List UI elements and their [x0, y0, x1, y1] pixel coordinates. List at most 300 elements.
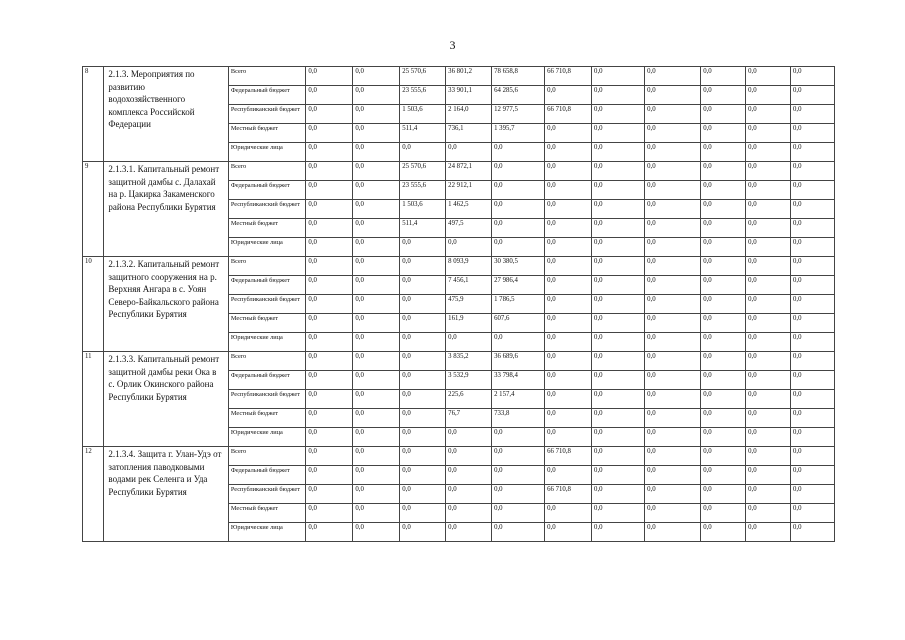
funding-source: Юридические лица [228, 428, 306, 447]
value-cell: 22 912,1 [446, 181, 492, 200]
value-cell: 0,0 [645, 428, 701, 447]
value-cell: 0,0 [446, 238, 492, 257]
value-cell: 607,6 [492, 314, 545, 333]
value-cell: 0,0 [446, 504, 492, 523]
value-cell: 161,9 [446, 314, 492, 333]
value-cell: 1 462,5 [446, 200, 492, 219]
value-cell: 0,0 [592, 162, 645, 181]
value-cell: 0,0 [353, 181, 400, 200]
value-cell: 0,0 [592, 409, 645, 428]
value-cell: 0,0 [306, 257, 353, 276]
value-cell: 0,0 [701, 143, 746, 162]
value-cell: 0,0 [701, 219, 746, 238]
value-cell: 0,0 [492, 219, 545, 238]
value-cell: 1 503,6 [400, 105, 446, 124]
measure-name: 2.1.3.4. Защита г. Улан-Удэ от затопления паводковыми водами рек Селенга и Уда Республики Бурятия [104, 447, 228, 542]
value-cell: 0,0 [592, 295, 645, 314]
row-number: 12 [83, 447, 104, 542]
value-cell: 0,0 [592, 428, 645, 447]
value-cell: 0,0 [592, 333, 645, 352]
value-cell: 0,0 [306, 162, 353, 181]
value-cell: 0,0 [645, 333, 701, 352]
value-cell: 0,0 [545, 219, 592, 238]
value-cell: 0,0 [353, 295, 400, 314]
value-cell: 0,0 [400, 485, 446, 504]
value-cell: 0,0 [353, 504, 400, 523]
value-cell: 0,0 [701, 67, 746, 86]
value-cell: 0,0 [790, 314, 834, 333]
value-cell: 0,0 [746, 219, 791, 238]
value-cell: 0,0 [400, 428, 446, 447]
value-cell: 0,0 [645, 409, 701, 428]
value-cell: 0,0 [645, 200, 701, 219]
value-cell: 0,0 [545, 124, 592, 143]
value-cell: 0,0 [545, 276, 592, 295]
value-cell: 7 456,1 [446, 276, 492, 295]
row-number: 10 [83, 257, 104, 352]
value-cell: 0,0 [592, 371, 645, 390]
value-cell: 0,0 [545, 143, 592, 162]
funding-source: Республиканский бюджет [228, 295, 306, 314]
measure-name: 2.1.3.1. Капитальный ремонт защитной дамбы с. Далахай на р. Цакирка Закаменского района Республики Бурятия [104, 162, 228, 257]
value-cell: 0,0 [592, 466, 645, 485]
value-cell: 0,0 [592, 504, 645, 523]
value-cell: 0,0 [645, 371, 701, 390]
value-cell: 0,0 [545, 295, 592, 314]
value-cell: 0,0 [592, 238, 645, 257]
value-cell: 0,0 [701, 352, 746, 371]
value-cell: 0,0 [645, 314, 701, 333]
value-cell: 0,0 [701, 257, 746, 276]
value-cell: 0,0 [701, 295, 746, 314]
value-cell: 736,1 [446, 124, 492, 143]
value-cell: 0,0 [790, 181, 834, 200]
value-cell: 0,0 [790, 67, 834, 86]
value-cell: 12 977,5 [492, 105, 545, 124]
value-cell: 0,0 [592, 143, 645, 162]
value-cell: 0,0 [400, 352, 446, 371]
value-cell: 25 570,6 [400, 162, 446, 181]
value-cell: 0,0 [645, 447, 701, 466]
value-cell: 23 555,6 [400, 86, 446, 105]
funding-source: Всего [228, 352, 306, 371]
value-cell: 1 395,7 [492, 124, 545, 143]
value-cell: 0,0 [592, 523, 645, 542]
value-cell: 0,0 [790, 409, 834, 428]
table-row [83, 67, 835, 86]
value-cell: 0,0 [790, 447, 834, 466]
value-cell: 0,0 [790, 238, 834, 257]
value-cell: 0,0 [306, 485, 353, 504]
value-cell: 36 689,6 [492, 352, 545, 371]
value-cell: 0,0 [746, 257, 791, 276]
value-cell: 0,0 [400, 466, 446, 485]
funding-source: Местный бюджет [228, 124, 306, 143]
value-cell: 0,0 [790, 162, 834, 181]
value-cell: 0,0 [545, 314, 592, 333]
value-cell: 0,0 [645, 390, 701, 409]
value-cell: 0,0 [492, 504, 545, 523]
value-cell: 23 555,6 [400, 181, 446, 200]
funding-source: Местный бюджет [228, 504, 306, 523]
funding-source: Республиканский бюджет [228, 485, 306, 504]
value-cell: 0,0 [306, 67, 353, 86]
value-cell: 0,0 [306, 428, 353, 447]
value-cell: 66 710,8 [545, 105, 592, 124]
measure-name: 2.1.3. Мероприятия по развитию водохозяйственного комплекса Российской Федерации [104, 67, 228, 162]
value-cell: 0,0 [746, 409, 791, 428]
value-cell: 0,0 [446, 485, 492, 504]
value-cell: 0,0 [746, 181, 791, 200]
value-cell: 0,0 [353, 485, 400, 504]
value-cell: 0,0 [400, 257, 446, 276]
value-cell: 0,0 [306, 276, 353, 295]
value-cell: 0,0 [790, 124, 834, 143]
value-cell: 0,0 [645, 67, 701, 86]
value-cell: 0,0 [306, 390, 353, 409]
value-cell: 0,0 [645, 219, 701, 238]
value-cell: 0,0 [790, 276, 834, 295]
value-cell: 0,0 [400, 390, 446, 409]
funding-source: Всего [228, 257, 306, 276]
value-cell: 0,0 [746, 371, 791, 390]
value-cell: 0,0 [353, 390, 400, 409]
value-cell: 0,0 [306, 447, 353, 466]
value-cell: 0,0 [645, 86, 701, 105]
value-cell: 0,0 [701, 333, 746, 352]
value-cell: 0,0 [746, 333, 791, 352]
value-cell: 0,0 [790, 371, 834, 390]
value-cell: 2 157,4 [492, 390, 545, 409]
value-cell: 0,0 [592, 105, 645, 124]
value-cell: 0,0 [790, 428, 834, 447]
value-cell: 0,0 [545, 86, 592, 105]
value-cell: 0,0 [446, 428, 492, 447]
value-cell: 0,0 [746, 352, 791, 371]
value-cell: 0,0 [790, 504, 834, 523]
value-cell: 0,0 [701, 181, 746, 200]
funding-source: Республиканский бюджет [228, 105, 306, 124]
value-cell: 0,0 [701, 504, 746, 523]
value-cell: 0,0 [400, 314, 446, 333]
value-cell: 0,0 [746, 143, 791, 162]
value-cell: 0,0 [592, 257, 645, 276]
value-cell: 0,0 [790, 466, 834, 485]
budget-table [82, 66, 835, 542]
value-cell: 0,0 [353, 105, 400, 124]
funding-source: Всего [228, 162, 306, 181]
table-row [83, 447, 835, 466]
value-cell: 33 798,4 [492, 371, 545, 390]
value-cell: 0,0 [592, 219, 645, 238]
value-cell: 0,0 [746, 162, 791, 181]
value-cell: 0,0 [446, 523, 492, 542]
value-cell: 0,0 [306, 238, 353, 257]
value-cell: 0,0 [545, 333, 592, 352]
row-number: 8 [83, 67, 104, 162]
value-cell: 0,0 [492, 143, 545, 162]
value-cell: 0,0 [545, 428, 592, 447]
value-cell: 0,0 [400, 295, 446, 314]
value-cell: 0,0 [790, 86, 834, 105]
value-cell: 2 164,0 [446, 105, 492, 124]
value-cell: 0,0 [353, 124, 400, 143]
value-cell: 0,0 [446, 447, 492, 466]
value-cell: 0,0 [790, 295, 834, 314]
value-cell: 0,0 [353, 523, 400, 542]
value-cell: 0,0 [400, 276, 446, 295]
funding-source: Федеральный бюджет [228, 466, 306, 485]
value-cell: 0,0 [545, 238, 592, 257]
value-cell: 0,0 [306, 124, 353, 143]
value-cell: 33 901,1 [446, 86, 492, 105]
funding-source: Юридические лица [228, 143, 306, 162]
value-cell: 0,0 [746, 295, 791, 314]
value-cell: 0,0 [746, 124, 791, 143]
value-cell: 0,0 [701, 409, 746, 428]
value-cell: 0,0 [701, 314, 746, 333]
value-cell: 0,0 [306, 314, 353, 333]
value-cell: 0,0 [790, 352, 834, 371]
value-cell: 0,0 [306, 352, 353, 371]
value-cell: 0,0 [746, 314, 791, 333]
value-cell: 0,0 [592, 276, 645, 295]
value-cell: 0,0 [492, 238, 545, 257]
value-cell: 0,0 [592, 352, 645, 371]
value-cell: 0,0 [400, 504, 446, 523]
value-cell: 0,0 [645, 352, 701, 371]
value-cell: 497,5 [446, 219, 492, 238]
value-cell: 0,0 [701, 390, 746, 409]
value-cell: 0,0 [645, 466, 701, 485]
value-cell: 0,0 [353, 143, 400, 162]
value-cell: 0,0 [746, 105, 791, 124]
value-cell: 0,0 [701, 124, 746, 143]
table-row [83, 257, 835, 276]
value-cell: 0,0 [400, 523, 446, 542]
value-cell: 66 710,8 [545, 447, 592, 466]
value-cell: 0,0 [353, 67, 400, 86]
measure-name: 2.1.3.2. Капитальный ремонт защитного сооружения на р. Верхняя Ангара в с. Уоян Северо-Байкальского района Республики Бурятия [104, 257, 228, 352]
value-cell: 0,0 [306, 181, 353, 200]
value-cell: 0,0 [746, 86, 791, 105]
value-cell: 0,0 [400, 447, 446, 466]
value-cell: 0,0 [645, 181, 701, 200]
value-cell: 0,0 [645, 504, 701, 523]
value-cell: 0,0 [400, 371, 446, 390]
value-cell: 0,0 [400, 409, 446, 428]
value-cell: 0,0 [353, 314, 400, 333]
value-cell: 0,0 [645, 124, 701, 143]
value-cell: 0,0 [400, 333, 446, 352]
value-cell: 0,0 [645, 295, 701, 314]
value-cell: 475,9 [446, 295, 492, 314]
value-cell: 0,0 [645, 276, 701, 295]
value-cell: 0,0 [306, 504, 353, 523]
value-cell: 36 801,2 [446, 67, 492, 86]
value-cell: 0,0 [306, 333, 353, 352]
funding-source: Местный бюджет [228, 409, 306, 428]
value-cell: 0,0 [746, 67, 791, 86]
value-cell: 0,0 [746, 523, 791, 542]
value-cell: 78 658,8 [492, 67, 545, 86]
value-cell: 0,0 [645, 257, 701, 276]
value-cell: 0,0 [446, 333, 492, 352]
value-cell: 0,0 [492, 428, 545, 447]
value-cell: 0,0 [701, 238, 746, 257]
value-cell: 1 786,5 [492, 295, 545, 314]
funding-source: Юридические лица [228, 523, 306, 542]
value-cell: 0,0 [492, 200, 545, 219]
row-number: 11 [83, 352, 104, 447]
value-cell: 64 285,6 [492, 86, 545, 105]
value-cell: 0,0 [306, 371, 353, 390]
value-cell: 27 986,4 [492, 276, 545, 295]
table-row [83, 162, 835, 181]
value-cell: 0,0 [446, 143, 492, 162]
value-cell: 0,0 [592, 314, 645, 333]
value-cell: 0,0 [592, 447, 645, 466]
value-cell: 3 835,2 [446, 352, 492, 371]
value-cell: 0,0 [790, 200, 834, 219]
value-cell: 0,0 [790, 143, 834, 162]
value-cell: 0,0 [790, 105, 834, 124]
value-cell: 3 532,9 [446, 371, 492, 390]
funding-source: Местный бюджет [228, 219, 306, 238]
value-cell: 0,0 [592, 485, 645, 504]
funding-source: Федеральный бюджет [228, 371, 306, 390]
value-cell: 0,0 [645, 162, 701, 181]
value-cell: 0,0 [306, 295, 353, 314]
value-cell: 0,0 [592, 67, 645, 86]
value-cell: 0,0 [492, 162, 545, 181]
value-cell: 0,0 [746, 276, 791, 295]
value-cell: 0,0 [746, 466, 791, 485]
value-cell: 0,0 [353, 333, 400, 352]
value-cell: 0,0 [353, 447, 400, 466]
value-cell: 0,0 [790, 523, 834, 542]
value-cell: 0,0 [701, 276, 746, 295]
value-cell: 0,0 [306, 523, 353, 542]
value-cell: 0,0 [353, 276, 400, 295]
value-cell: 0,0 [545, 409, 592, 428]
value-cell: 0,0 [545, 162, 592, 181]
value-cell: 0,0 [306, 466, 353, 485]
value-cell: 0,0 [592, 390, 645, 409]
value-cell: 0,0 [645, 105, 701, 124]
value-cell: 0,0 [746, 447, 791, 466]
measure-name: 2.1.3.3. Капитальный ремонт защитной дамбы реки Ока в с. Орлик Окинского района Республики Бурятия [104, 352, 228, 447]
funding-source: Республиканский бюджет [228, 200, 306, 219]
value-cell: 0,0 [492, 523, 545, 542]
value-cell: 0,0 [353, 86, 400, 105]
value-cell: 0,0 [353, 219, 400, 238]
value-cell: 0,0 [545, 390, 592, 409]
value-cell: 0,0 [353, 162, 400, 181]
value-cell: 0,0 [592, 124, 645, 143]
value-cell: 76,7 [446, 409, 492, 428]
value-cell: 0,0 [790, 219, 834, 238]
value-cell: 0,0 [353, 409, 400, 428]
value-cell: 0,0 [545, 466, 592, 485]
value-cell: 8 093,9 [446, 257, 492, 276]
value-cell: 733,8 [492, 409, 545, 428]
value-cell: 24 872,1 [446, 162, 492, 181]
value-cell: 0,0 [701, 86, 746, 105]
value-cell: 66 710,8 [545, 485, 592, 504]
value-cell: 0,0 [306, 105, 353, 124]
funding-source: Федеральный бюджет [228, 276, 306, 295]
funding-source: Местный бюджет [228, 314, 306, 333]
value-cell: 0,0 [592, 86, 645, 105]
value-cell: 0,0 [400, 143, 446, 162]
value-cell: 0,0 [400, 238, 446, 257]
table-row [83, 352, 835, 371]
value-cell: 1 503,6 [400, 200, 446, 219]
value-cell: 0,0 [353, 257, 400, 276]
value-cell: 511,4 [400, 124, 446, 143]
value-cell: 0,0 [306, 86, 353, 105]
value-cell: 0,0 [306, 409, 353, 428]
value-cell: 0,0 [592, 181, 645, 200]
value-cell: 0,0 [746, 238, 791, 257]
value-cell: 0,0 [645, 238, 701, 257]
value-cell: 0,0 [701, 105, 746, 124]
value-cell: 0,0 [353, 466, 400, 485]
value-cell: 0,0 [701, 428, 746, 447]
value-cell: 0,0 [492, 333, 545, 352]
value-cell: 0,0 [353, 200, 400, 219]
value-cell: 0,0 [701, 371, 746, 390]
value-cell: 0,0 [790, 257, 834, 276]
value-cell: 0,0 [701, 523, 746, 542]
value-cell: 0,0 [790, 485, 834, 504]
value-cell: 0,0 [701, 466, 746, 485]
row-number: 9 [83, 162, 104, 257]
funding-source: Федеральный бюджет [228, 86, 306, 105]
funding-source: Юридические лица [228, 238, 306, 257]
funding-source: Федеральный бюджет [228, 181, 306, 200]
value-cell: 0,0 [701, 485, 746, 504]
value-cell: 0,0 [545, 257, 592, 276]
value-cell: 0,0 [746, 428, 791, 447]
value-cell: 30 380,5 [492, 257, 545, 276]
value-cell: 0,0 [446, 466, 492, 485]
value-cell: 0,0 [306, 143, 353, 162]
value-cell: 0,0 [353, 371, 400, 390]
value-cell: 0,0 [645, 485, 701, 504]
funding-source: Республиканский бюджет [228, 390, 306, 409]
value-cell: 0,0 [790, 333, 834, 352]
value-cell: 0,0 [353, 428, 400, 447]
value-cell: 25 570,6 [400, 67, 446, 86]
page-number: 3 [449, 38, 456, 52]
funding-source: Всего [228, 447, 306, 466]
value-cell: 0,0 [790, 390, 834, 409]
value-cell: 0,0 [746, 390, 791, 409]
value-cell: 0,0 [545, 523, 592, 542]
value-cell: 511,4 [400, 219, 446, 238]
value-cell: 0,0 [492, 466, 545, 485]
value-cell: 0,0 [746, 504, 791, 523]
value-cell: 0,0 [545, 200, 592, 219]
value-cell: 0,0 [701, 447, 746, 466]
value-cell: 0,0 [701, 162, 746, 181]
value-cell: 0,0 [306, 219, 353, 238]
value-cell: 0,0 [545, 371, 592, 390]
value-cell: 0,0 [746, 485, 791, 504]
value-cell: 0,0 [545, 181, 592, 200]
